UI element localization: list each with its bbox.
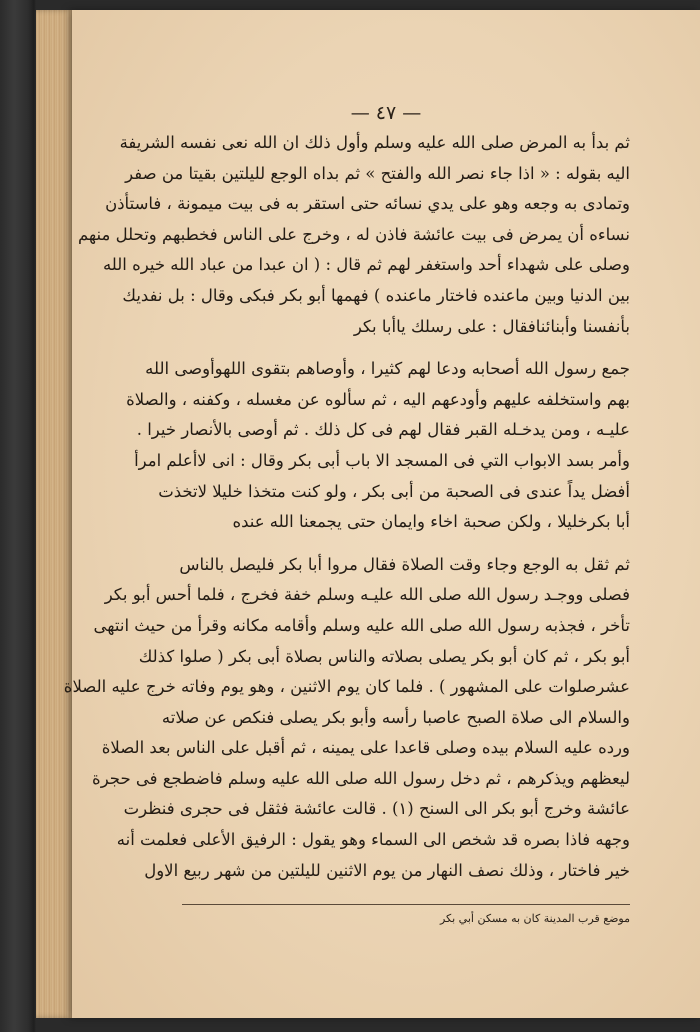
paragraph-2 (126, 354, 630, 538)
text-line: خير فاختار ، وذلك نصف النهار من يوم الاثنين لليلتين من شهر ربيع الاول (144, 860, 630, 880)
text-line: عائشة وخرج أبو بكر الى السنح (١) . قالت عائشة فثقل فى حجرى فنظرت (123, 799, 630, 819)
text-line: وصلى على شهداء أحد واستغفر لهم ثم قال : ( ان عبدا من عباد الله خيره الله (102, 255, 630, 275)
text-line: بأنفسنا وأبنائنافقال : على رسلك ياأبا بكر (353, 316, 630, 336)
text-line: وأمر بسد الابواب التي فى المسجد الا باب أبى بكر وقال : انى لاأعلم امرأ (134, 450, 630, 470)
paragraph-gap (182, 342, 630, 354)
text-line: وتمادى به وجعه وهو على يدي نسائه حتى استقر به فى بيت ميمونة ، فاستأذن (105, 194, 630, 214)
text-line: عليـه ، ومن يدخـله القبر فقال لهم فى كل ذلك . ثم أوصى بالأنصار خيرا . (136, 420, 630, 440)
text-line: فصلى ووجـد رسول الله صلى الله عليـه وسلم خفة فخرج ، فلما أحس أبو بكر (104, 585, 630, 605)
book-page (63, 10, 700, 1018)
text-line: ليعظهم ويذكرهم ، ثم دخل رسول الله صلى الله عليه وسلم فاضطجع فى حجرة (92, 768, 630, 788)
text-line: أفضل يداً عندى فى الصحبة من أبى بكر ، ولو كنت متخذا خليلا لاتخذت (158, 481, 630, 501)
footnote-divider (182, 904, 630, 905)
text-line: نساءه أن يمرض فى بيت عائشة فاذن له ، وخرج على الناس فخطبهم وتحلل منهم (77, 224, 630, 244)
text-line: ثم ثقل به الوجع وجاء وقت الصلاة فقال مروا أبا بكر فليصل بالناس (179, 554, 630, 574)
footnote: موضع قرب المدينة كان به مسكن أبي بكر (439, 912, 630, 925)
text-line: والسلام الى صلاة الصبح عاصبا رأسه وأبو بكر يصلى فنكص عن صلاته (161, 707, 630, 727)
body-text (63, 128, 630, 886)
text-line: أبو بكر ، ثم كان أبو بكر يصلى بصلاته والناس بصلاة أبى بكر ( صلوا كذلك (138, 646, 630, 666)
text-line: ثم بدأ به المرض صلى الله عليه وسلم وأول ذلك ان الله نعى نفسه الشريفة (119, 133, 630, 152)
text-line: جمع رسول الله أصحابه ودعا لهم كثيرا ، وأوصاهم بتقوى اللهوأوصى الله (145, 359, 630, 379)
book-page-edges (36, 10, 76, 1018)
page-number: — ٤٧ — (350, 102, 422, 124)
text-line: ورده عليه السلام بيده وصلى قاعدا على يمينه ، ثم أقبل على الناس بعد الصلاة (101, 738, 630, 758)
paragraph-gap (182, 538, 630, 550)
paragraph-3 (63, 550, 630, 887)
paragraph-1 (77, 128, 630, 342)
text-line: بهم واستخلفه عليهم وأودعهم اليه ، ثم سألوه عن مغسله ، وكفنه ، والصلاة (126, 389, 630, 409)
text-line: بين الدنيا وبين ماعنده فاختار ماعنده ) فهمها أبو بكر فبكى وقال : بل نفديك (122, 285, 630, 305)
text-line: وجهه فاذا بصره قد شخص الى السماء وهو يقول : الرفيق الأعلى فعلمت أنه (116, 830, 630, 850)
text-line: تأخر ، فجذبه رسول الله صلى الله عليه وسلم وأقامه مكانه وقرأ من حيث انتهى (93, 615, 630, 635)
text-line: أبا بكرخليلا ، ولكن صحبة اخاء وايمان حتى يجمعنا الله عنده (232, 512, 630, 532)
text-line: عشرصلوات على المشهور ) . فلما كان يوم الاثنين ، وهو يوم وفاته خرج عليه الصلاة (63, 677, 630, 697)
text-line: اليه بقوله : « اذا جاء نصر الله والفتح » ثم بداه الوجع لليلتين بقيتا من صفر (125, 163, 630, 183)
